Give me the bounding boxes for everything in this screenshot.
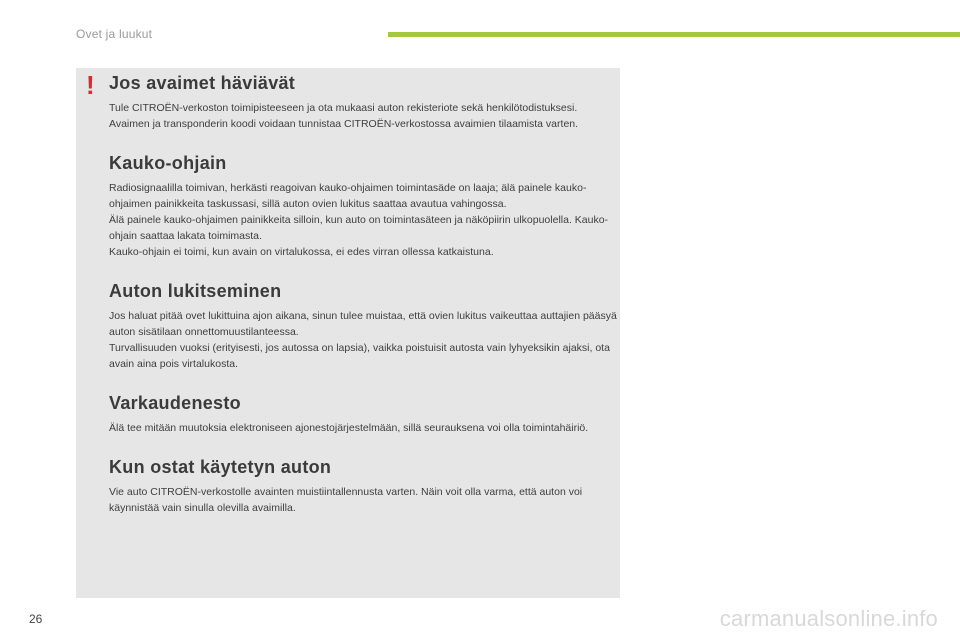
watermark: carmanualsonline.info: [719, 606, 938, 631]
exclamation-warning-icon: !: [86, 70, 95, 100]
paragraph: [109, 484, 617, 516]
section-title: Auton lukitseminen: [109, 281, 282, 301]
section-immobiliser: [109, 392, 617, 436]
section-title: Jos avaimet häviävät: [109, 73, 296, 93]
section-title: Kun ostat käytetyn auton: [109, 457, 332, 477]
paragraph-line: Kauko-ohjain ei toimi, kun avain on virtalukossa, ei edes virran ollessa katkaistuna.: [109, 246, 494, 258]
section-header: Ovet ja luukut: [76, 27, 153, 41]
paragraph-line: Vie auto CITROËN-verkostolle avainten muistiintallennusta varten. Näin voit olla varma, että auton voi käynnistää vain sinulla olevilla avaimilla.: [109, 486, 583, 514]
section-title: Varkaudenesto: [109, 393, 241, 413]
paragraph-line: Tule CITROËN-verkoston toimipisteeseen ja ota mukaasi auton rekisteriote sekä henkilötodistuksesi.: [109, 102, 578, 114]
section-lost-keys: [109, 72, 617, 132]
paragraph: [109, 308, 617, 372]
page-number: 26: [29, 612, 43, 626]
paragraph-line: Avaimen ja transponderin koodi voidaan tunnistaa CITROËN-verkostossa avaimien tilaamista varten.: [109, 118, 579, 130]
paragraph: [109, 100, 617, 132]
paragraph-line: Älä painele kauko-ohjaimen painikkeita silloin, kun auto on toimintasäteen ja näköpiirin ulkopuolella. Kauko-ohjain saattaa lakata toimimasta.: [109, 214, 609, 242]
panel-content: [109, 72, 617, 516]
section-title: Kauko-ohjain: [109, 153, 227, 173]
section-remote-control: [109, 152, 617, 260]
paragraph-line: Turvallisuuden vuoksi (erityisesti, jos autossa on lapsia), vaikka poistuisit autosta vain lyhyeksikin ajaksi, ota avain aina pois virtalukosta.: [109, 342, 610, 370]
paragraph: [109, 420, 617, 436]
section-used-car: [109, 456, 617, 516]
header-accent-rule: [388, 32, 960, 37]
paragraph: [109, 180, 617, 260]
paragraph-line: Jos haluat pitää ovet lukittuina ajon aikana, sinun tulee muistaa, että ovien lukitus vaikeuttaa auttajien pääsyä auton sisätilaan onnettomuustilanteessa.: [109, 310, 617, 338]
paragraph-line: Älä tee mitään muutoksia elektroniseen ajonestojärjestelmään, sillä seurauksena voi olla toimintahäiriö.: [109, 422, 589, 434]
section-locking: [109, 280, 617, 372]
paragraph-line: Radiosignaalilla toimivan, herkästi reagoivan kauko-ohjaimen toimintasäde on laaja; älä painele kauko-ohjaimen painikkeita taskussasi, sillä auton ovien lukitus saattaa avautua vahingossa.: [109, 182, 587, 210]
